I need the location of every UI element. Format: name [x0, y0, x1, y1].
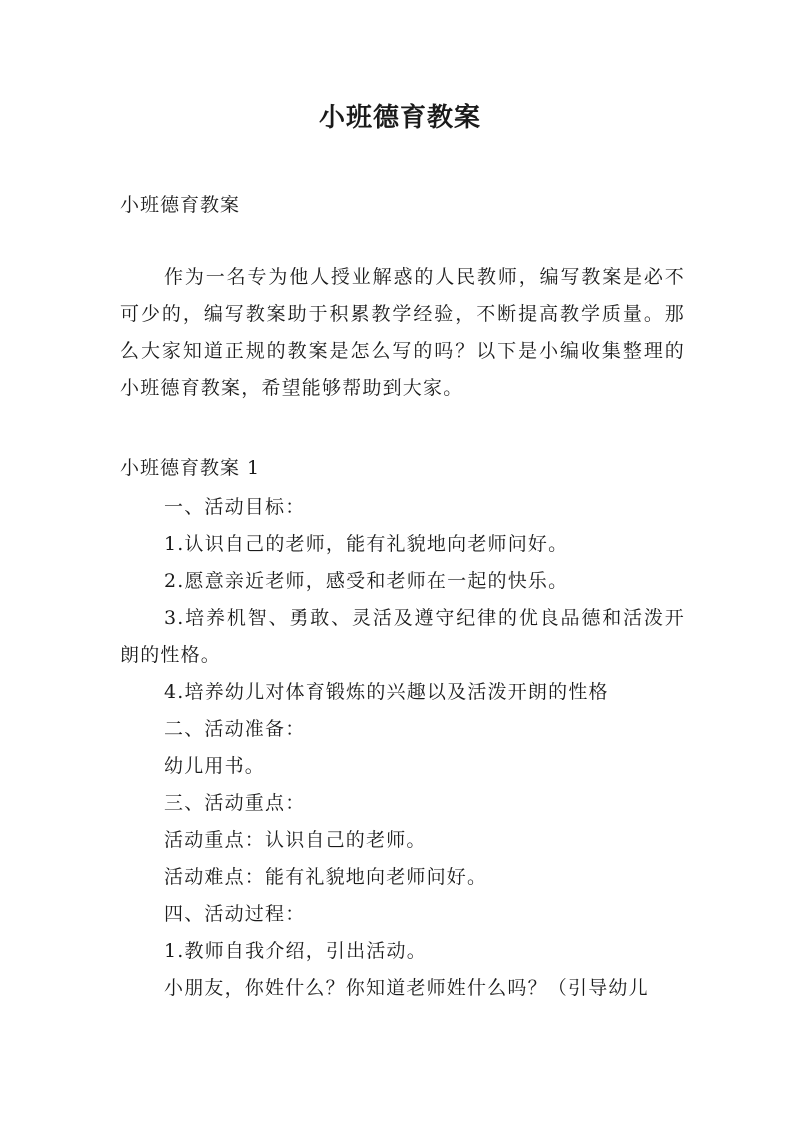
objective-item: 4.培养幼儿对体育锻炼的兴趣以及活泼开朗的性格	[164, 681, 609, 703]
difficult-point-item: 活动难点：能有礼貌地向老师问好。	[164, 866, 488, 888]
lesson-body	[120, 489, 685, 1007]
process-step: 1.教师自我介绍，引出活动。	[164, 940, 427, 962]
heading-objectives: 一、活动目标：	[164, 496, 306, 518]
process-text: 小朋友，你姓什么？你知道老师姓什么吗？（引导幼儿	[164, 977, 649, 999]
heading-preparation: 二、活动准备：	[164, 718, 306, 740]
objective-item: 1.认识自己的老师，能有礼貌地向老师问好。	[164, 533, 569, 555]
document-title: 小班德育教案	[318, 103, 481, 133]
heading-process: 四、活动过程：	[164, 903, 306, 925]
objective-item: 3.培养机智、勇敢、灵活及遵守纪律的优良品德和活泼开朗的性格。	[120, 607, 685, 666]
key-point-item: 活动重点：认识自己的老师。	[164, 829, 427, 851]
document-subtitle: 小班德育教案	[120, 194, 241, 216]
section-heading: 小班德育教案 1	[120, 457, 261, 479]
intro-paragraph: 作为一名专为他人授业解惑的人民教师，编写教案是必不可少的，编写教案助于积累教学经验，不断提高教学质量。那么大家知道正规的教案是怎么写的吗？以下是小编收集整理的小班德育教案，希望能够帮助到大家。	[120, 266, 685, 399]
heading-key-points: 三、活动重点：	[164, 792, 306, 814]
objective-item: 2.愿意亲近老师，感受和老师在一起的快乐。	[164, 570, 569, 592]
preparation-item: 幼儿用书。	[164, 755, 266, 777]
